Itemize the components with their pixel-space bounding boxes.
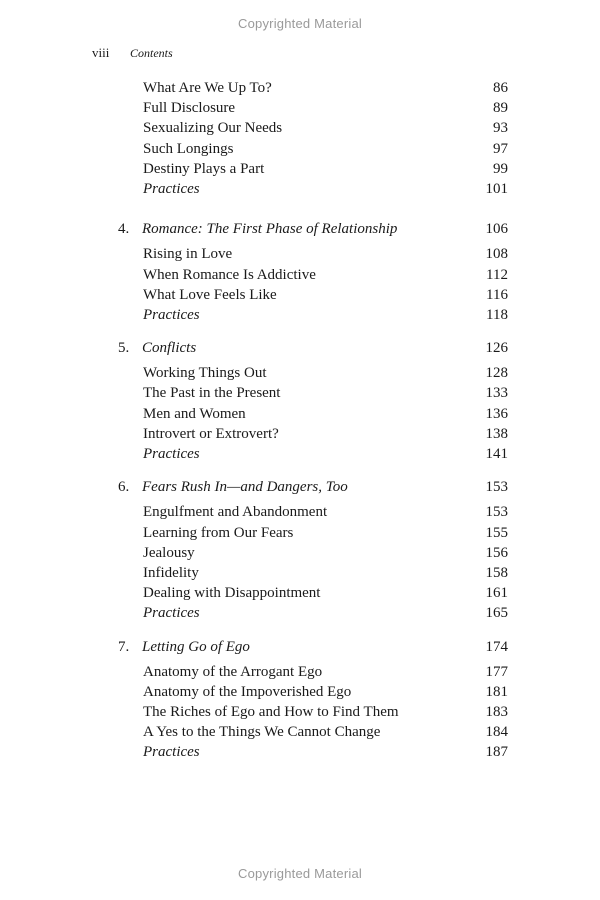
toc-entry-page: 165 [485, 605, 508, 622]
chapter-page: 153 [485, 479, 508, 496]
intro-section [0, 78, 600, 199]
toc-entry[interactable] [0, 159, 600, 179]
toc-entry-label: Anatomy of the Impoverished Ego [143, 683, 352, 700]
toc-entry-label: Working Things Out [143, 365, 267, 382]
toc-entry-label: Full Disclosure [143, 100, 236, 117]
toc-entry[interactable] [0, 682, 600, 702]
chapter-number: 4. [118, 221, 130, 238]
chapter-section-7 [0, 637, 600, 763]
toc-entry[interactable] [0, 502, 600, 522]
chapter-heading[interactable] [0, 338, 600, 358]
toc-entry-page: 86 [493, 80, 508, 96]
toc-entry-label: Engulfment and Abandonment [143, 504, 328, 521]
toc-entry-label: Practices [143, 306, 200, 323]
toc-entry-label: Dealing with Disappointment [143, 585, 321, 602]
watermark-top: Copyrighted Material [238, 16, 362, 31]
running-head [92, 45, 173, 61]
toc-entry-page: 161 [485, 585, 508, 602]
toc-entry-label: Destiny Plays a Part [143, 160, 265, 177]
toc-entry-label: When Romance Is Addictive [143, 266, 316, 283]
toc-entry-label: Sexualizing Our Needs [143, 120, 283, 137]
toc-entry[interactable] [0, 118, 600, 138]
toc-entry-practices[interactable] [0, 179, 600, 199]
toc-entry[interactable] [0, 285, 600, 305]
toc-entry[interactable] [0, 404, 600, 424]
chapter-title: Conflicts [142, 340, 197, 357]
toc-entry-page: 138 [485, 425, 508, 442]
toc-entry-page: 158 [485, 564, 508, 581]
toc-entry-page: 97 [493, 140, 508, 157]
toc-entry-page: 156 [485, 544, 508, 561]
toc-entry-page: 141 [485, 446, 508, 462]
toc-entry-label: Infidelity [143, 564, 199, 581]
toc-entry-label: Learning from Our Fears [143, 524, 294, 541]
toc-entry-page: 155 [485, 524, 508, 541]
toc-entry-page: 136 [485, 405, 508, 422]
toc-entry-label: The Past in the Present [143, 385, 281, 402]
toc-entry-label: Practices [143, 605, 200, 622]
toc-entry-page: 133 [485, 385, 508, 402]
toc-entry-label: Anatomy of the Arrogant Ego [143, 663, 323, 680]
toc-entry[interactable] [0, 662, 600, 682]
toc-entry[interactable] [0, 583, 600, 603]
toc-entry-label: A Yes to the Things We Cannot Change [143, 724, 381, 741]
chapter-section-4 [0, 219, 600, 325]
toc-entry-page: 112 [486, 266, 508, 283]
toc-entry-page: 184 [485, 724, 508, 741]
toc-entry-label: What Are We Up To? [143, 80, 272, 96]
chapter-page: 126 [485, 340, 508, 357]
chapter-heading[interactable] [0, 477, 600, 497]
toc-entry-page: 101 [485, 180, 508, 197]
toc-entry-page: 93 [493, 120, 508, 137]
page-folio: viii [92, 45, 110, 60]
toc-entry[interactable] [0, 523, 600, 543]
toc-entry[interactable] [0, 265, 600, 285]
running-head-title: Contents [130, 46, 173, 60]
chapter-heading[interactable] [0, 637, 600, 657]
toc-entry[interactable] [0, 383, 600, 403]
chapter-number: 6. [118, 479, 130, 496]
chapter-heading[interactable] [0, 219, 600, 239]
toc-entry-page: 89 [493, 100, 508, 117]
toc-entry-label: Men and Women [143, 405, 246, 422]
toc-entry[interactable] [0, 702, 600, 722]
toc-entry-page: 153 [485, 504, 508, 521]
chapter-title: Romance: The First Phase of Relationship [142, 221, 398, 238]
toc-entry-label: Practices [143, 180, 200, 197]
toc-entry-page: 187 [485, 744, 508, 761]
toc-entry-label: The Riches of Ego and How to Find Them [143, 704, 399, 721]
chapter-page: 174 [485, 638, 508, 655]
toc-entry-label: Such Longings [143, 140, 234, 157]
toc-entry-page: 177 [485, 663, 508, 680]
toc-entry[interactable] [0, 244, 600, 264]
chapter-section-5 [0, 338, 600, 464]
toc-entry[interactable] [0, 424, 600, 444]
toc-entry[interactable] [0, 722, 600, 742]
toc-entry[interactable] [0, 363, 600, 383]
chapter-title: Fears Rush In—and Dangers, Too [142, 479, 348, 496]
chapter-number: 5. [118, 340, 130, 357]
toc-entry-page: 99 [493, 160, 508, 177]
chapter-title: Letting Go of Ego [142, 638, 250, 655]
toc-entry[interactable] [0, 139, 600, 159]
toc-entry[interactable] [0, 543, 600, 563]
toc-entry-page: 116 [486, 286, 508, 303]
toc-entry-practices[interactable] [0, 444, 600, 464]
toc-entry-practices[interactable] [0, 305, 600, 325]
watermark-bottom: Copyrighted Material [238, 866, 362, 881]
toc-entry[interactable] [0, 78, 600, 98]
table-of-contents [0, 78, 600, 763]
chapter-section-6 [0, 477, 600, 623]
toc-entry-page: 108 [485, 246, 508, 263]
toc-entry[interactable] [0, 98, 600, 118]
toc-entry-practices[interactable] [0, 603, 600, 623]
toc-entry-label: Jealousy [143, 544, 195, 561]
toc-entry[interactable] [0, 563, 600, 583]
chapter-number: 7. [118, 638, 130, 655]
toc-entry-label: Rising in Love [143, 246, 233, 263]
toc-entry-page: 118 [486, 306, 508, 323]
chapter-page: 106 [485, 221, 508, 238]
toc-entry-label: What Love Feels Like [143, 286, 277, 303]
toc-entry-practices[interactable] [0, 742, 600, 762]
toc-entry-page: 183 [485, 704, 508, 721]
toc-entry-label: Introvert or Extrovert? [143, 425, 279, 442]
toc-entry-label: Practices [143, 446, 200, 462]
toc-entry-page: 181 [485, 683, 508, 700]
toc-entry-label: Practices [143, 744, 200, 761]
toc-entry-page: 128 [485, 365, 508, 382]
